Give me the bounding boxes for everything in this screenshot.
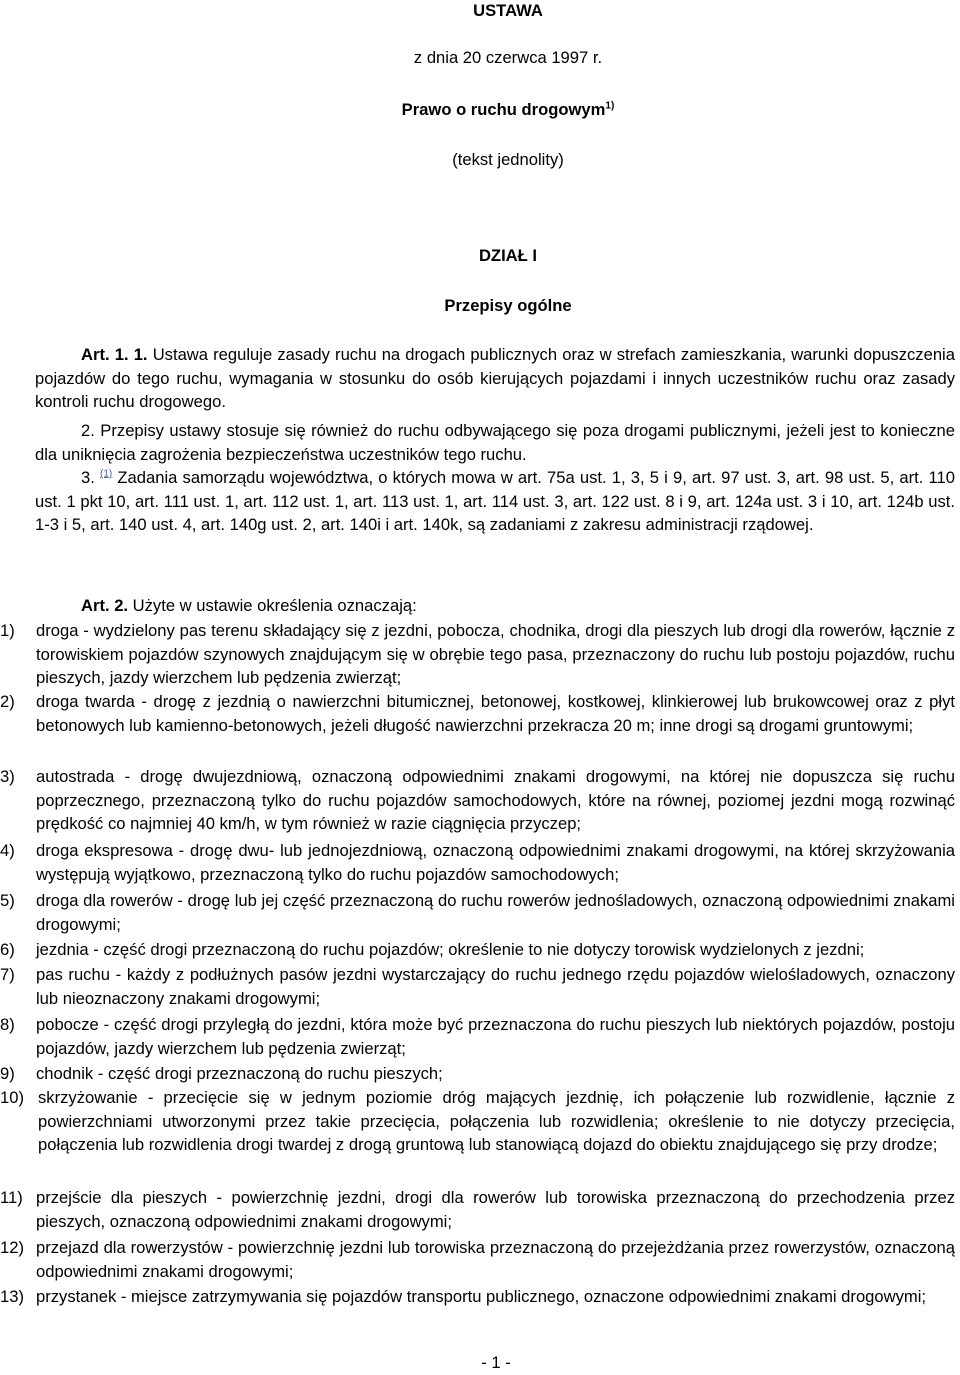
- definition-item: [0, 1236, 955, 1283]
- definition-item: [0, 839, 955, 886]
- item-number: 13): [0, 1287, 24, 1306]
- footnote-marker: 1): [605, 100, 615, 112]
- item-text: autostrada - drogę dwujezdniową, oznaczoną odpowiednimi znakami drogowymi, na której nie dopuszcza się ruchu poprzecznego, przeznaczoną tylko do ruchu pojazdów samochodowych, które na równej, poziomej jezdni mogą rozwinąć prędkość co najmniej 40 km/h, w tym również w razie ciągnięcia przyczep;: [36, 767, 955, 834]
- art2-intro-text: Użyte w ustawie określenia oznaczają:: [132, 596, 417, 615]
- art1-p2-number: 2.: [81, 421, 95, 440]
- item-text: jezdnia - część drogi przeznaczoną do ruchu pojazdów; określenie to nie dotyczy torowisk wydzielonych z jezdni;: [36, 940, 865, 959]
- item-text: pas ruchu - każdy z podłużnych pasów jezdni wystarczający do ruchu jednego rzędu pojazdów wielośladowych, oznaczony lub nieoznaczony znakami drogowymi;: [36, 965, 955, 1008]
- item-text: droga twarda - drogę z jezdnią o nawierzchni bitumicznej, betonowej, kostkowej, klinkierowej lub brukowcowej oraz z płyt betonowych lub kamienno-betonowych, jeżeli długość nawierzchni przekracza 20 m; inne drogi są drogami gruntowymi;: [36, 692, 955, 735]
- definition-item: [0, 1186, 955, 1233]
- item-text: pobocze - część drogi przyległą do jezdni, która może być przeznaczona do ruchu pieszych lub niektórych pojazdów, postoju pojazdów, jazdy wierzchem lub pędzenia zwierząt;: [36, 1015, 955, 1058]
- definition-item: [0, 619, 955, 690]
- art1-p3-number: 3.: [81, 468, 95, 487]
- art2-label: Art. 2.: [81, 596, 129, 615]
- item-text: droga ekspresowa - drogę dwu- lub jednojezdniową, oznaczoną odpowiednimi znakami drogowymi, na której skrzyżowania występują wyjątkowo, przeznaczoną tylko do ruchu pojazdów samochodowych;: [36, 841, 955, 884]
- item-text: droga - wydzielony pas terenu składający się z jezdni, pobocza, chodnika, drogi dla pieszych lub drogi dla rowerów, łącznie z torowiskiem pojazdów szynowych znajdującym się w obrębie tego pasa, przeznaczony do ruchu lub postoju pojazdów, ruchu pieszych, jazdy wierzchem lub pędzenia zwierząt;: [36, 621, 955, 688]
- art1-paragraph-1: [35, 343, 955, 414]
- art1-p3-text: Zadania samorządu województwa, o których mowa w art. 75a ust. 1, 3, 5 i 9, art. 97 ust. 3, art. 98 ust. 5, art. 110 ust. 1 pkt 10, art. 111 ust. 1, art. 112 ust. 1, art. 113 ust. 1, art. 114 ust. 3, art. 122 ust. 8 i 9, art. 124a ust. 3 i 10, art. 124b ust. 1-3 i 5, art. 140 ust. 4, art. 140g ust. 2, art. 140i i art. 140k, są zadaniami z zakresu administracji rządowej.: [35, 468, 955, 535]
- art1-p1-number: 1.: [133, 345, 148, 364]
- art2-intro: [35, 594, 955, 618]
- division-title: Przepisy ogólne: [444, 296, 572, 315]
- item-text: przystanek - miejsce zatrzymywania się pojazdów transportu publicznego, oznaczone odpowiednimi znakami drogowymi;: [36, 1287, 927, 1306]
- definition-item: [0, 938, 955, 962]
- consolidated-text-note: (tekst jednolity): [452, 150, 564, 169]
- item-text: chodnik - część drogi przeznaczoną do ruchu pieszych;: [36, 1064, 443, 1083]
- definition-item: [0, 1062, 955, 1086]
- item-number: 1): [0, 621, 15, 640]
- item-number: 6): [0, 940, 15, 959]
- item-number: 11): [0, 1188, 23, 1207]
- footnote-link[interactable]: (1): [100, 468, 113, 480]
- art1-label: Art. 1.: [81, 345, 129, 364]
- definition-item: [0, 963, 955, 1010]
- item-number: 12): [0, 1238, 24, 1257]
- art1-p2-text: Przepisy ustawy stosuje się również do ruchu odbywającego się poza drogami publicznymi, jeżeli jest to konieczne dla uniknięcia zagrożenia bezpieczeństwa uczestników tego ruchu.: [35, 421, 955, 464]
- item-number: 7): [0, 965, 15, 984]
- definition-item: [0, 1285, 955, 1309]
- act-type-title: USTAWA: [473, 1, 543, 20]
- act-name: Prawo o ruchu drogowym$^{1)}$: [401, 100, 615, 119]
- item-number: 10): [0, 1088, 24, 1107]
- item-number: 3): [0, 767, 15, 786]
- definition-item: [0, 1013, 955, 1060]
- item-number: 4): [0, 841, 15, 860]
- item-text: przejazd dla rowerzystów - powierzchnię jezdni lub torowiska przeznaczoną do przejeżdżania przez rowerzystów, oznaczoną odpowiednimi znakami drogowymi;: [36, 1238, 955, 1281]
- item-number: 8): [0, 1015, 15, 1034]
- item-text: skrzyżowanie - przecięcie się w jednym poziomie dróg mających jezdnię, ich połączenie lub rozwidlenie, łącznie z powierzchniami utworzonymi przez takie przecięcia, połączenia lub rozwidlenia; określenie to nie dotyczy przecięcia, połączenia lub rozwidlenia drogi twardej z drogą gruntową lub stanowiącą dojazd do obiektu znajdującego się przy drodze;: [38, 1088, 955, 1155]
- art1-p1-text: Ustawa reguluje zasady ruchu na drogach publicznych oraz w strefach zamieszkania, warunki dopuszczenia pojazdów do tego ruchu, wymagania w stosunku do osób kierujących pojazdami i innych uczestników ruchu oraz zasady kontroli ruchu drogowego.: [35, 345, 955, 412]
- item-text: przejście dla pieszych - powierzchnię jezdni, drogi dla rowerów lub torowiska przeznaczoną do przechodzenia przez pieszych, oznaczoną odpowiednimi znakami drogowymi;: [36, 1188, 955, 1231]
- item-number: 5): [0, 891, 15, 910]
- definition-item: [0, 1086, 955, 1157]
- item-number: 9): [0, 1064, 15, 1083]
- act-date: z dnia 20 czerwca 1997 r.: [413, 48, 603, 67]
- art1-paragraph-3: [35, 466, 955, 537]
- definition-item: [0, 889, 955, 936]
- division-label: DZIAŁ I: [478, 246, 538, 265]
- definition-item: [0, 765, 955, 836]
- page-number: - 1 -: [481, 1353, 511, 1372]
- item-text: droga dla rowerów - drogę lub jej część przeznaczoną do ruchu rowerów jednośladowych, oznaczoną odpowiednimi znakami drogowymi;: [36, 891, 955, 934]
- item-number: 2): [0, 692, 15, 711]
- art1-paragraph-2: [35, 419, 955, 466]
- definition-item: [0, 690, 955, 737]
